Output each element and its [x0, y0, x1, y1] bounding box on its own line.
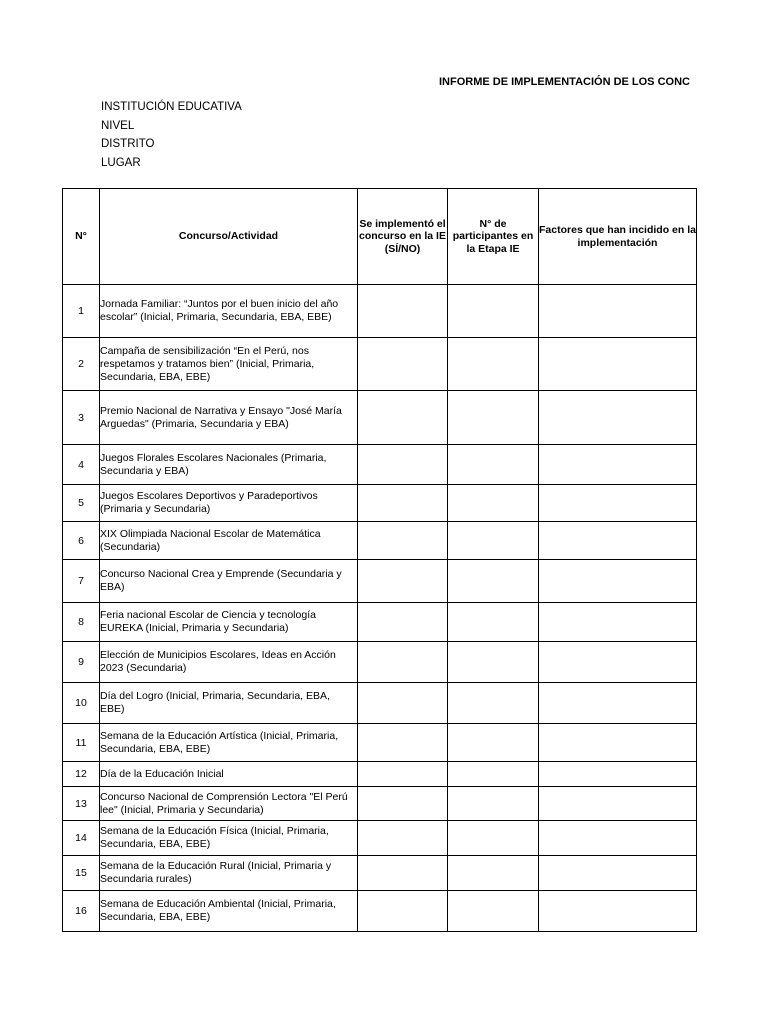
- row-activity: Semana de la Educación Física (Inicial, Primaria, Secundaria, EBA, EBE): [100, 821, 358, 856]
- factors-cell[interactable]: [539, 485, 697, 522]
- table-row: [63, 338, 697, 391]
- table-row: [63, 787, 697, 821]
- header-participants: N° de participantes en la Etapa IE: [448, 189, 539, 285]
- row-number: 11: [63, 724, 100, 762]
- table-row: [63, 683, 697, 724]
- field-distrito-label: DISTRITO: [101, 138, 155, 151]
- table-row: [63, 445, 697, 485]
- row-number: 8: [63, 603, 100, 642]
- row-activity: Juegos Escolares Deportivos y Paradeportivos (Primaria y Secundaria): [100, 485, 358, 522]
- row-activity: Premio Nacional de Narrativa y Ensayo "José María Arguedas" (Primaria, Secundaria y EBA): [100, 391, 358, 445]
- factors-cell[interactable]: [539, 522, 697, 560]
- participants-cell[interactable]: [448, 391, 539, 445]
- implemented-cell[interactable]: [358, 560, 448, 603]
- table-header-row: [63, 189, 697, 285]
- header-num: N°: [63, 189, 100, 285]
- row-activity: Día del Logro (Inicial, Primaria, Secundaria, EBA, EBE): [100, 683, 358, 724]
- table-row: [63, 762, 697, 787]
- participants-cell[interactable]: [448, 856, 539, 891]
- factors-cell[interactable]: [539, 445, 697, 485]
- implemented-cell[interactable]: [358, 787, 448, 821]
- implemented-cell[interactable]: [358, 891, 448, 932]
- row-number: 6: [63, 522, 100, 560]
- table-row: [63, 485, 697, 522]
- implemented-cell[interactable]: [358, 522, 448, 560]
- factors-cell[interactable]: [539, 762, 697, 787]
- implemented-cell[interactable]: [358, 762, 448, 787]
- row-number: 10: [63, 683, 100, 724]
- report-title: INFORME DE IMPLEMENTACIÓN DE LOS CONC: [439, 76, 690, 88]
- participants-cell[interactable]: [448, 485, 539, 522]
- row-number: 3: [63, 391, 100, 445]
- factors-cell[interactable]: [539, 603, 697, 642]
- participants-cell[interactable]: [448, 522, 539, 560]
- factors-cell[interactable]: [539, 724, 697, 762]
- table-row: [63, 724, 697, 762]
- activities-table: [62, 188, 697, 932]
- row-number: 14: [63, 821, 100, 856]
- participants-cell[interactable]: [448, 642, 539, 683]
- header-implemented: Se implementó el concurso en la IE (SÍ/NO): [358, 189, 448, 285]
- table-body: [63, 285, 697, 932]
- table-row: [63, 891, 697, 932]
- participants-cell[interactable]: [448, 338, 539, 391]
- row-activity: Juegos Florales Escolares Nacionales (Primaria, Secundaria y EBA): [100, 445, 358, 485]
- row-number: 9: [63, 642, 100, 683]
- row-number: 16: [63, 891, 100, 932]
- row-number: 13: [63, 787, 100, 821]
- row-activity: XIX Olimpiada Nacional Escolar de Matemática (Secundaria): [100, 522, 358, 560]
- factors-cell[interactable]: [539, 285, 697, 338]
- factors-cell[interactable]: [539, 391, 697, 445]
- factors-cell[interactable]: [539, 683, 697, 724]
- header-fields: [101, 98, 242, 172]
- participants-cell[interactable]: [448, 724, 539, 762]
- participants-cell[interactable]: [448, 821, 539, 856]
- field-nivel-label: NIVEL: [101, 119, 135, 132]
- table-row: [63, 603, 697, 642]
- row-activity: Jornada Familiar: “Juntos por el buen inicio del año escolar” (Inicial, Primaria, Secundaria, EBA, EBE): [100, 285, 358, 338]
- row-number: 4: [63, 445, 100, 485]
- table-row: [63, 391, 697, 445]
- implemented-cell[interactable]: [358, 683, 448, 724]
- implemented-cell[interactable]: [358, 338, 448, 391]
- factors-cell[interactable]: [539, 560, 697, 603]
- row-activity: Concurso Nacional Crea y Emprende (Secundaria y EBA): [100, 560, 358, 603]
- row-number: 5: [63, 485, 100, 522]
- row-number: 15: [63, 856, 100, 891]
- row-activity: Feria nacional Escolar de Ciencia y tecnología EUREKA (Inicial, Primaria y Secundaria): [100, 603, 358, 642]
- participants-cell[interactable]: [448, 445, 539, 485]
- participants-cell[interactable]: [448, 683, 539, 724]
- row-activity: Semana de la Educación Rural (Inicial, Primaria y Secundaria rurales): [100, 856, 358, 891]
- implemented-cell[interactable]: [358, 285, 448, 338]
- implemented-cell[interactable]: [358, 856, 448, 891]
- implemented-cell[interactable]: [358, 642, 448, 683]
- participants-cell[interactable]: [448, 762, 539, 787]
- table-row: [63, 560, 697, 603]
- table-row: [63, 821, 697, 856]
- header-activity: Concurso/Actividad: [100, 189, 358, 285]
- participants-cell[interactable]: [448, 285, 539, 338]
- row-activity: Concurso Nacional de Comprensión Lectora "El Perú lee" (Inicial, Primaria y Secundaria): [100, 787, 358, 821]
- row-activity: Elección de Municipios Escolares, Ideas en Acción 2023 (Secundaria): [100, 642, 358, 683]
- header-factors: Factores que han incidido en la implementación: [539, 189, 697, 285]
- row-number: 2: [63, 338, 100, 391]
- participants-cell[interactable]: [448, 560, 539, 603]
- row-activity: Semana de Educación Ambiental (Inicial, Primaria, Secundaria, EBA, EBE): [100, 891, 358, 932]
- implemented-cell[interactable]: [358, 445, 448, 485]
- participants-cell[interactable]: [448, 891, 539, 932]
- row-activity: Campaña de sensibilización “En el Perú, nos respetamos y tratamos bien” (Inicial, Primaria, Secundaria, EBA, EBE): [100, 338, 358, 391]
- participants-cell[interactable]: [448, 603, 539, 642]
- implemented-cell[interactable]: [358, 724, 448, 762]
- factors-cell[interactable]: [539, 856, 697, 891]
- factors-cell[interactable]: [539, 787, 697, 821]
- row-activity: Semana de la Educación Artística (Inicial, Primaria, Secundaria, EBA, EBE): [100, 724, 358, 762]
- row-activity: Día de la Educación Inicial: [100, 762, 358, 787]
- implemented-cell[interactable]: [358, 603, 448, 642]
- implemented-cell[interactable]: [358, 821, 448, 856]
- factors-cell[interactable]: [539, 821, 697, 856]
- factors-cell[interactable]: [539, 338, 697, 391]
- implemented-cell[interactable]: [358, 391, 448, 445]
- implemented-cell[interactable]: [358, 485, 448, 522]
- table-row: [63, 285, 697, 338]
- row-number: 7: [63, 560, 100, 603]
- factors-cell[interactable]: [539, 891, 697, 932]
- table-row: [63, 522, 697, 560]
- row-number: 1: [63, 285, 100, 338]
- field-lugar-label: LUGAR: [101, 156, 141, 169]
- field-institucion-label: INSTITUCIÓN EDUCATIVA: [101, 101, 242, 113]
- table-row: [63, 642, 697, 683]
- participants-cell[interactable]: [448, 787, 539, 821]
- factors-cell[interactable]: [539, 642, 697, 683]
- table-row: [63, 856, 697, 891]
- row-number: 12: [63, 762, 100, 787]
